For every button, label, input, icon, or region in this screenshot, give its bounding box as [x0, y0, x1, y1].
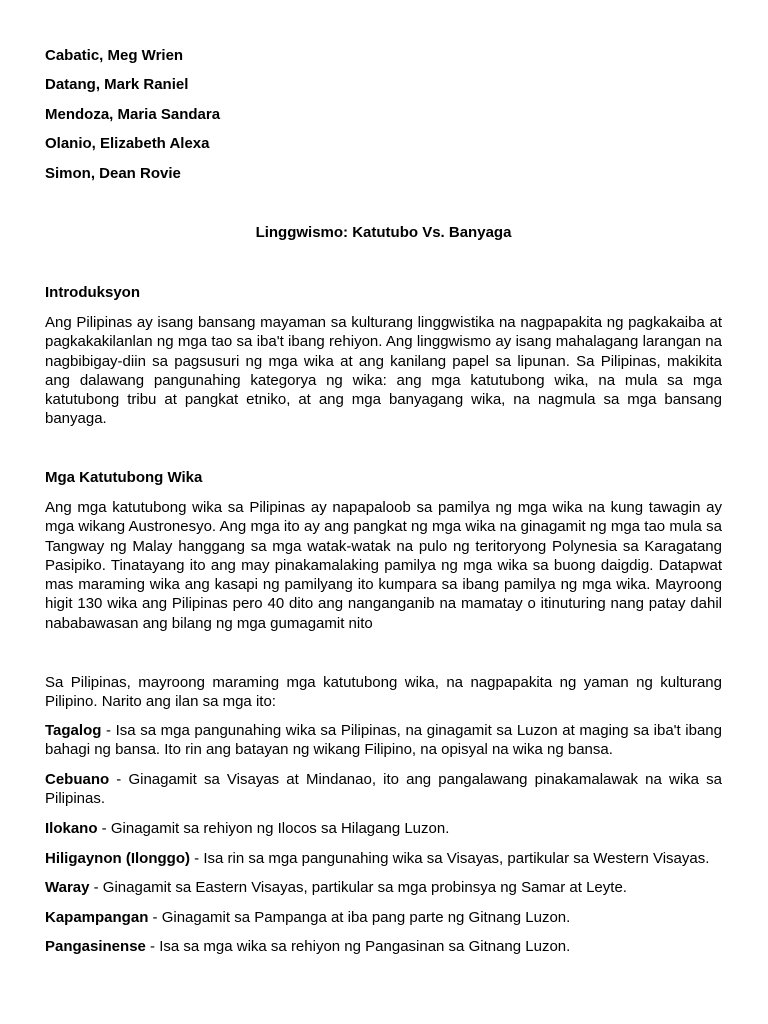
language-name: Waray [45, 879, 90, 896]
language-description: - Isa sa mga pangunahing wika sa Pilipinas, na ginagamit sa Luzon at maging sa iba't ibang bahagi ng bansa. Ito rin ang batayan ng wikang Filipino, na opisyal na wika ng bansa. [45, 722, 722, 759]
language-name: Cebuano [45, 771, 110, 788]
list-item [45, 721, 722, 760]
language-name: Tagalog [45, 722, 102, 739]
list-item [45, 937, 722, 956]
language-name: Hiligaynon (Ilonggo) [45, 850, 190, 867]
author-name: Olanio, Elizabeth Alexa [45, 135, 210, 152]
language-description: - Ginagamit sa Visayas at Mindanao, ito ang pangalawang pinakamalawak na wika sa Pilipinas. [45, 771, 722, 808]
list-intro-paragraph: Sa Pilipinas, mayroong maraming mga katutubong wika, na nagpapakita ng yaman ng kulturang Pilipino. Narito ang ilan sa mga ito: [45, 674, 722, 711]
intro-paragraph: Ang Pilipinas ay isang bansang mayaman sa kulturang linggwistika na nagpapakita ng pagkakaiba at pagkakakilanlan ng mga tao sa iba't ibang rehiyon. Ang linggwismo ay isang mahalagang larangan na nagbibigay-diin sa pagsusuri ng mga wika at ang kanilang papel sa lipunan. Sa Pilipinas, makikita ang dalawang pangunahing kategorya ng wika: ang mga katutubong wika, na mula sa mga katutubong tribu at pangkat etniko, at ang mga banyagang wika, na nagmula sa mga bansang banyaga. [45, 314, 722, 428]
list-item [45, 770, 722, 809]
language-name: Pangasinense [45, 938, 146, 955]
document-title: Linggwismo: Katutubo Vs. Banyaga [255, 224, 512, 241]
katutubo-paragraph: Ang mga katutubong wika sa Pilipinas ay napapaloob sa pamilya ng mga wika na kung tawagin ay mga wikang Austronesyo. Ang mga ito ay ang pangkat ng mga wika na ginagamit ng mga tao mula sa Tangway ng Malay hanggang sa mga watak-watak na pulo ng teritoryong Polynesia sa Karagatang Pasipiko. Tinatayang ito ang may pinakamalaking pamilya ng mga wika sa buong daigdig. Datapwat mas maraming wika ang kasapi ng pamilyang ito kumpara sa ibang pamilya ng mga wika. Mayroong higit 130 wika ang Pilipinas pero 40 dito ang nanganganib na mamatay o itinuturing nang patay dahil nababawasan ang bilang ng mga gumagamit nito [45, 499, 722, 632]
language-description: - Ginagamit sa Eastern Visayas, partikular sa mga probinsya ng Samar at Leyte. [89, 879, 627, 896]
list-item [45, 819, 722, 838]
author-name: Cabatic, Meg Wrien [45, 47, 184, 64]
author-name: Mendoza, Maria Sandara [45, 106, 221, 123]
language-description: - Isa sa mga wika sa rehiyon ng Pangasinan sa Gitnang Luzon. [145, 938, 571, 955]
language-description: - Isa rin sa mga pangunahing wika sa Visayas, partikular sa Western Visayas. [189, 850, 710, 867]
language-description: - Ginagamit sa Pampanga at iba pang parte ng Gitnang Luzon. [148, 909, 571, 926]
author-name: Simon, Dean Rovie [45, 165, 181, 182]
author-name: Datang, Mark Raniel [45, 76, 189, 93]
language-description: - Ginagamit sa rehiyon ng Ilocos sa Hilagang Luzon. [97, 820, 450, 837]
language-name: Ilokano [45, 820, 98, 837]
list-item [45, 908, 722, 927]
section-heading-katutubong-wika: Mga Katutubong Wika [45, 469, 203, 486]
list-item [45, 849, 722, 868]
list-item [45, 878, 722, 897]
section-heading-introduksyon: Introduksyon [45, 284, 141, 301]
language-name: Kapampangan [45, 909, 149, 926]
